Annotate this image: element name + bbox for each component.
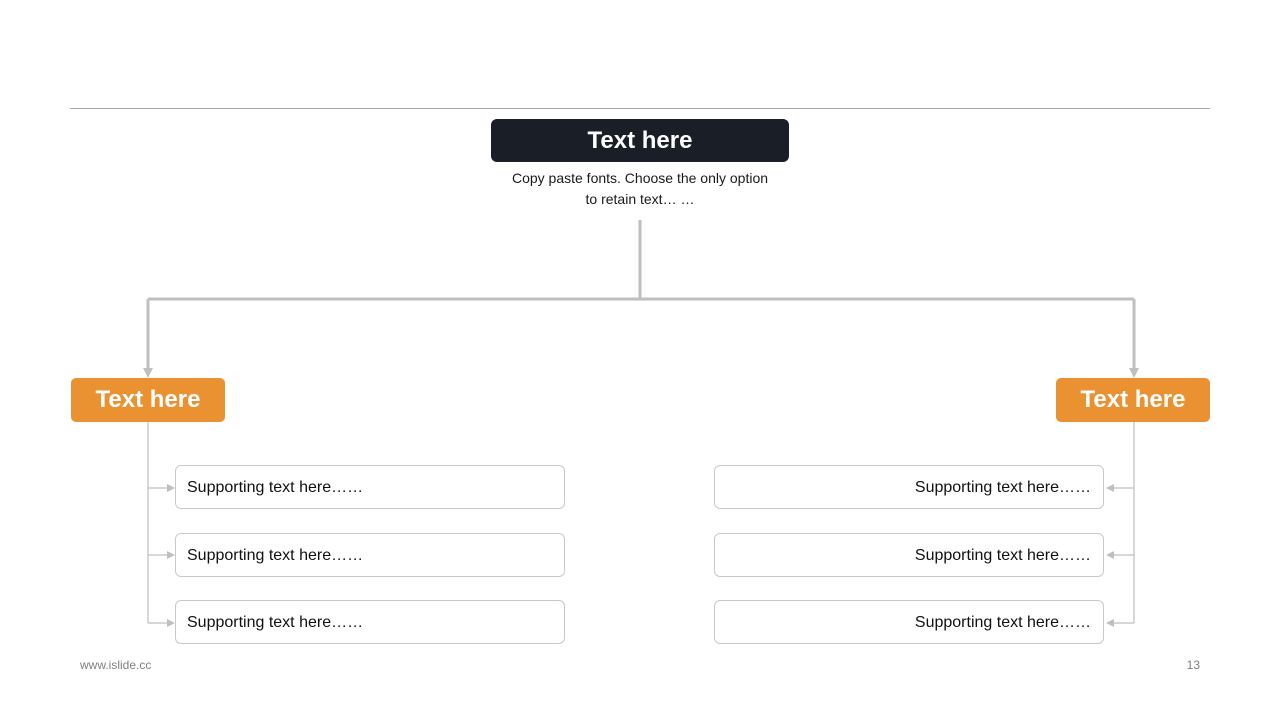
footer-url: www.islide.cc	[80, 658, 152, 672]
root-description-line-2: to retain text… …	[585, 191, 695, 207]
left-item-arrow-2	[167, 551, 175, 559]
left-item-1: Supporting text here……	[175, 465, 565, 509]
right-branch-node	[1056, 378, 1210, 422]
right-item-1: Supporting text here……	[714, 465, 1104, 509]
left-drop-arrow	[143, 368, 153, 378]
root-node-description	[490, 168, 790, 210]
left-branch-node	[71, 378, 225, 422]
root-description-line-1: Copy paste fonts. Choose the only option	[511, 170, 769, 186]
right-item-arrow-3	[1106, 619, 1114, 627]
right-branch-title: Text here	[1080, 386, 1186, 413]
root-node	[491, 119, 789, 162]
left-item-2: Supporting text here……	[175, 533, 565, 577]
right-item-2: Supporting text here……	[714, 533, 1104, 577]
left-item-arrow-1	[167, 484, 175, 492]
page-number: 13	[1186, 658, 1200, 672]
left-branch-title: Text here	[95, 386, 201, 413]
root-node-title: Text here	[587, 127, 693, 154]
right-item-arrow-1	[1106, 484, 1114, 492]
left-item-arrow-3	[167, 619, 175, 627]
right-drop-arrow	[1129, 368, 1139, 378]
left-item-3: Supporting text here……	[175, 600, 565, 644]
right-item-arrow-2	[1106, 551, 1114, 559]
right-item-3: Supporting text here……	[714, 600, 1104, 644]
